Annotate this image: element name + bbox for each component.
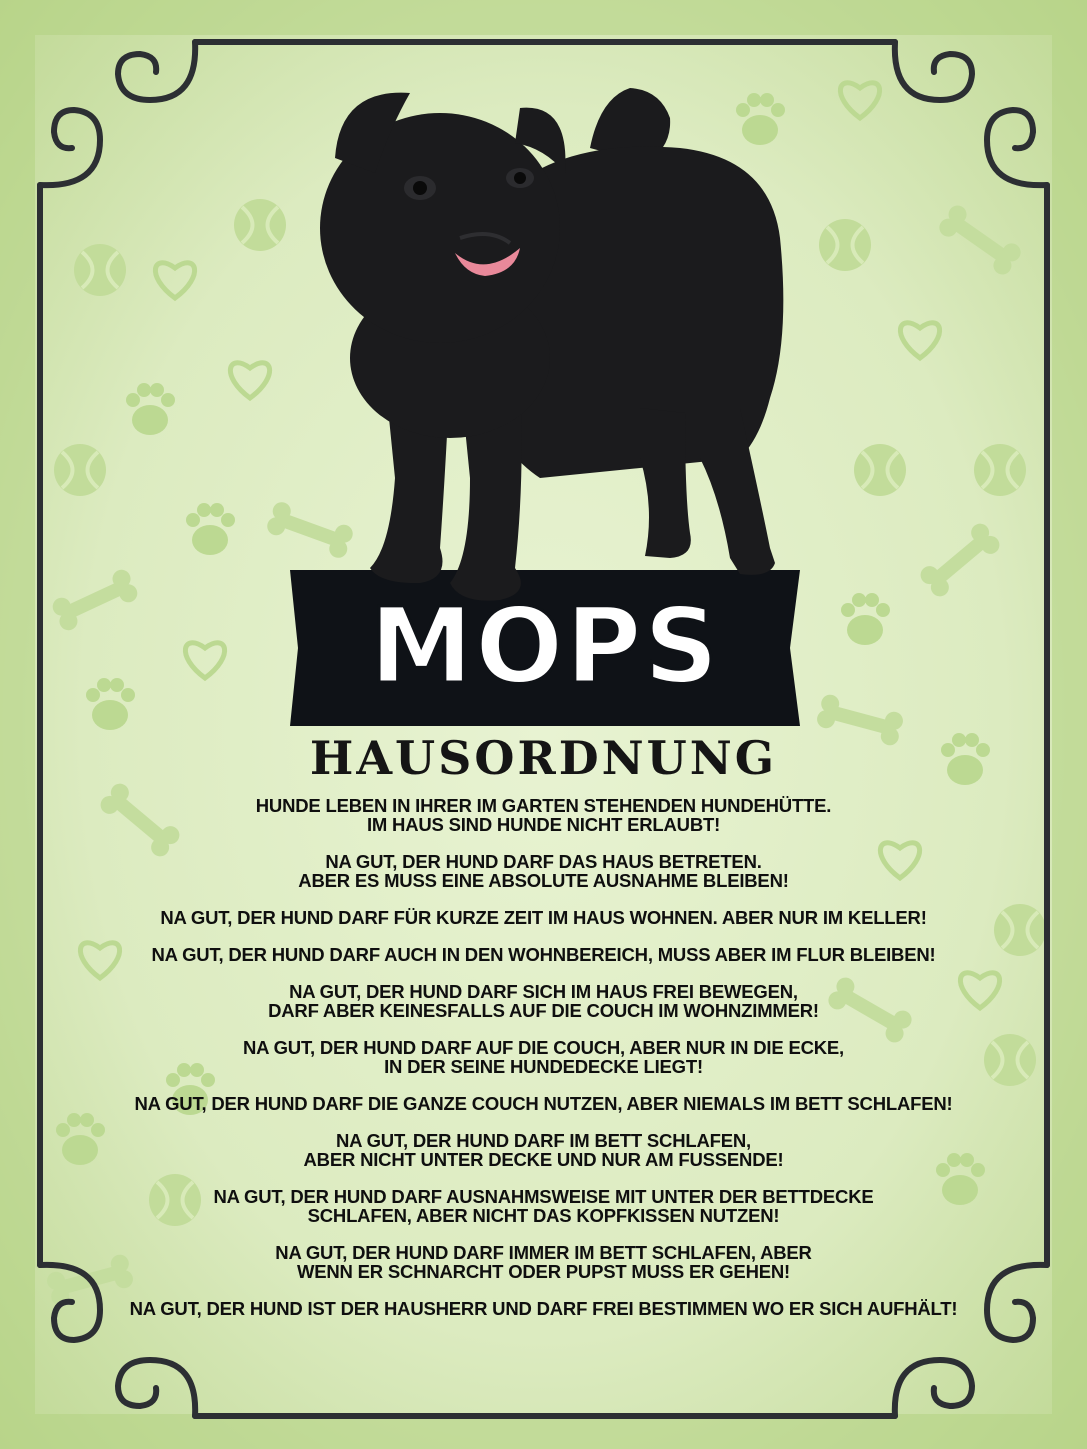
- rule-item: NA GUT, DER HUND DARF FÜR KURZE ZEIT IM HAUS WOHNEN. ABER NUR IM KELLER!: [160, 907, 927, 928]
- rule-item: NA GUT, DER HUND DARF IMMER IM BETT SCHLAFEN, ABER WENN ER SCHNARCHT ODER PUPST MUSS ER GEHEN!: [275, 1242, 812, 1282]
- rule-item: NA GUT, DER HUND DARF DIE GANZE COUCH NUTZEN, ABER NIEMALS IM BETT SCHLAFEN!: [134, 1093, 953, 1114]
- rule-item: NA GUT, DER HUND DARF AUCH IN DEN WOHNBEREICH, MUSS ABER IM FLUR BLEIBEN!: [151, 944, 936, 965]
- pug-photo: [300, 78, 830, 618]
- rules-list: [120, 796, 967, 1376]
- title: MOPS: [369, 585, 721, 707]
- rule-item: NA GUT, DER HUND DARF IM BETT SCHLAFEN, ABER NICHT UNTER DECKE UND NUR AM FUSSENDE!: [303, 1130, 784, 1170]
- rule-item: NA GUT, DER HUND DARF AUSNAHMSWEISE MIT UNTER DER BETTDECKE SCHLAFEN, ABER NICHT DAS KOPFKISSEN NUTZEN!: [213, 1186, 874, 1226]
- rule-item: NA GUT, DER HUND DARF SICH IM HAUS FREI BEWEGEN, DARF ABER KEINESFALLS AUF DIE COUCH IM WOHNZIMMER!: [268, 981, 819, 1021]
- rule-item: NA GUT, DER HUND DARF AUF DIE COUCH, ABER NUR IN DIE ECKE, IN DER SEINE HUNDEDECKE LIEGT!: [243, 1037, 844, 1077]
- rule-item: NA GUT, DER HUND IST DER HAUSHERR UND DARF FREI BESTIMMEN WO ER SICH AUFHÄLT!: [129, 1298, 958, 1319]
- subtitle: HAUSORDNUNG: [309, 731, 778, 785]
- rule-item: HUNDE LEBEN IN IHRER IM GARTEN STEHENDEN HUNDEHÜTTE. IM HAUS SIND HUNDE NICHT ERLAUBT!: [255, 795, 832, 835]
- rule-item: NA GUT, DER HUND DARF DAS HAUS BETRETEN. ABER ES MUSS EINE ABSOLUTE AUSNAHME BLEIBEN!: [298, 851, 789, 891]
